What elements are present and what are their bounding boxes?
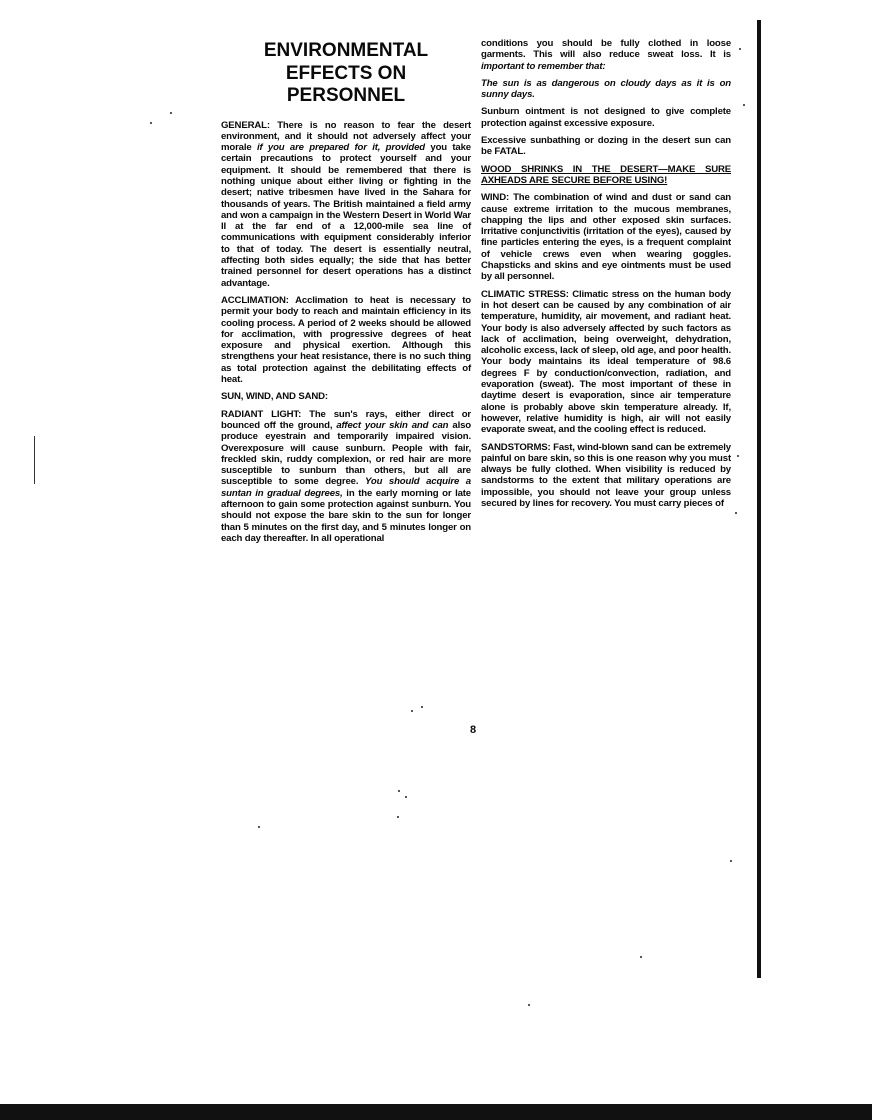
climatic-lead: CLIMATIC STRESS: xyxy=(481,288,569,300)
scan-speck xyxy=(411,710,413,712)
scan-speck xyxy=(640,956,642,958)
climatic-stress-paragraph xyxy=(481,289,731,436)
left-column xyxy=(221,38,471,550)
scan-speck xyxy=(737,455,739,457)
acclimation-lead: ACCLIMATION: xyxy=(221,294,289,306)
radiant-text-3: in the early morning or late afternoon to gain some protection against sunburn. You should not expose the bare skin to the sun for longer than 5 minutes on the first day, and 5 minutes longer on each day thereafter. In all operational xyxy=(221,487,471,544)
right-column xyxy=(481,38,731,515)
scan-speck xyxy=(739,48,741,50)
wind-text: The combination of wind and dust or sand can cause extreme irritation to the mucous membranes, chapping the lips and other exposed skin surfaces. Irritative conjunctivitis (irritation of the eyes), caused by fine particles entering the eyes, is a frequent complaint of vehicle crews even when wearing goggles. Chapsticks and skins and eye ointments must be used by all personnel. xyxy=(481,192,731,283)
continuation-text: conditions you should be fully clothed in loose garments. This will also reduce sweat loss. It is xyxy=(481,38,731,61)
sun-wind-sand-heading: SUN, WIND, AND SAND: xyxy=(221,391,328,403)
title-line-1: ENVIRONMENTAL xyxy=(263,40,429,61)
sunbathing-warning: Excessive sunbathing or dozing in the desert sun can be FATAL. xyxy=(481,135,731,158)
general-text-2: you take certain precautions to protect yourself and your equipment. It should be remembered that there is nothing unique about either living or fighting in the desert; native tribesmen have lived in the Sahara for thousands of years. The British maintained a field army and won a campaign in the Western Desert in World War II at the far end of a 12,000-mile sea line of communications with equipment considerably inferior to that of today. The desert is essentially neutral, affecting both sides equally; the side that has better trained personnel for desert operations has a distinct advantage. xyxy=(221,142,471,289)
scan-speck xyxy=(150,122,152,124)
radiant-text-1: The sun's rays, either direct or bounced off the ground, xyxy=(221,408,471,431)
cloudy-warning: The sun is as dangerous on cloudy days as it is on sunny days. xyxy=(481,77,731,101)
continuation-paragraph xyxy=(481,38,731,72)
scan-speck xyxy=(397,816,399,818)
scan-speck xyxy=(258,826,260,828)
scan-speck xyxy=(421,706,423,708)
wind-lead: WIND: xyxy=(481,192,510,204)
scan-speck xyxy=(170,112,172,114)
scan-speck xyxy=(398,790,400,792)
scan-speck xyxy=(743,104,745,106)
wind-paragraph xyxy=(481,192,731,282)
scan-edge-bottom xyxy=(0,1104,872,1120)
scan-speck xyxy=(405,796,407,798)
continuation-italic: important to remember that: xyxy=(481,60,606,72)
radiant-text-2: also produce eyestrain and temporarily impaired vision. Overexposure will cause sunburn. People with fair, freckled skin, ruddy complexion, or red hair are more susceptible to sunburn than others, but all are susceptible to some degree. xyxy=(221,419,471,488)
acclimation-paragraph xyxy=(221,295,471,385)
sandstorms-lead: SANDSTORMS: xyxy=(481,441,551,453)
radiant-lead: RADIANT LIGHT: xyxy=(221,408,302,420)
scan-edge-right xyxy=(757,20,761,978)
wood-warning: WOOD SHRINKS IN THE DESERT—MAKE SURE AXHEADS ARE SECURE BEFORE USING! xyxy=(481,163,731,186)
sunburn-ointment-note: Sunburn ointment is not designed to give complete protection against excessive exposure. xyxy=(481,106,731,129)
general-italic: if you are prepared for it, provided xyxy=(256,142,425,154)
general-lead: GENERAL: xyxy=(221,119,270,131)
general-paragraph xyxy=(221,120,471,289)
acclimation-text: Acclimation to heat is necessary to permit your body to reach and maintain efficiency in its cooling process. A period of 2 weeks should be allowed for acclimation, with progressive degrees of heat exposure and physical exertion. Although this strengthens your heat resistance, there is no such thing as total protection against the debilitating effects of heat. xyxy=(221,294,471,386)
title-line-3: PERSONNEL xyxy=(286,85,406,106)
page-title xyxy=(221,40,471,108)
sandstorms-text: Fast, wind-blown sand can be extremely painful on bare skin, so this is one reason why you must always be fully clothed. When visibility is reduced by sandstorms to the extent that military operations are impossible, you should not leave your group unless secured by lines for recovery. You must carry pieces of xyxy=(481,441,731,509)
scan-speck xyxy=(528,1004,530,1006)
sandstorms-paragraph xyxy=(481,442,731,510)
scan-mark-left xyxy=(34,436,35,484)
general-text-1: There is no reason to fear the desert environment, and it should not adversely affect your morale xyxy=(221,119,471,154)
climatic-text: Climatic stress on the human body in hot desert can be caused by any combination of air temperature, humidity, air movement, and radiant heat. Your body is also adversely affected by such factors as lack of acclimation, being overweight, dehydration, alcoholic excess, lack of sleep, old age, and poor health. Your body maintains its ideal temperature of 98.6 degrees F by conduction/convection, radiation, and evaporation (sweat). The most important of these in daytime desert is evaporation, since air temperature alone is probably above skin temperature already. If, however, relative humidity is high, air will not easily evaporate sweat, and the cooling effect is reduced. xyxy=(481,288,731,436)
title-line-2: EFFECTS ON xyxy=(285,62,407,84)
scan-speck xyxy=(735,512,737,514)
radiant-italic-1: affect your skin and can xyxy=(336,419,449,431)
radiant-light-paragraph xyxy=(221,409,471,545)
radiant-italic-2: You should acquire a suntan in gradual degrees, xyxy=(221,476,471,499)
scan-speck xyxy=(730,860,732,862)
page-number: 8 xyxy=(470,724,477,736)
